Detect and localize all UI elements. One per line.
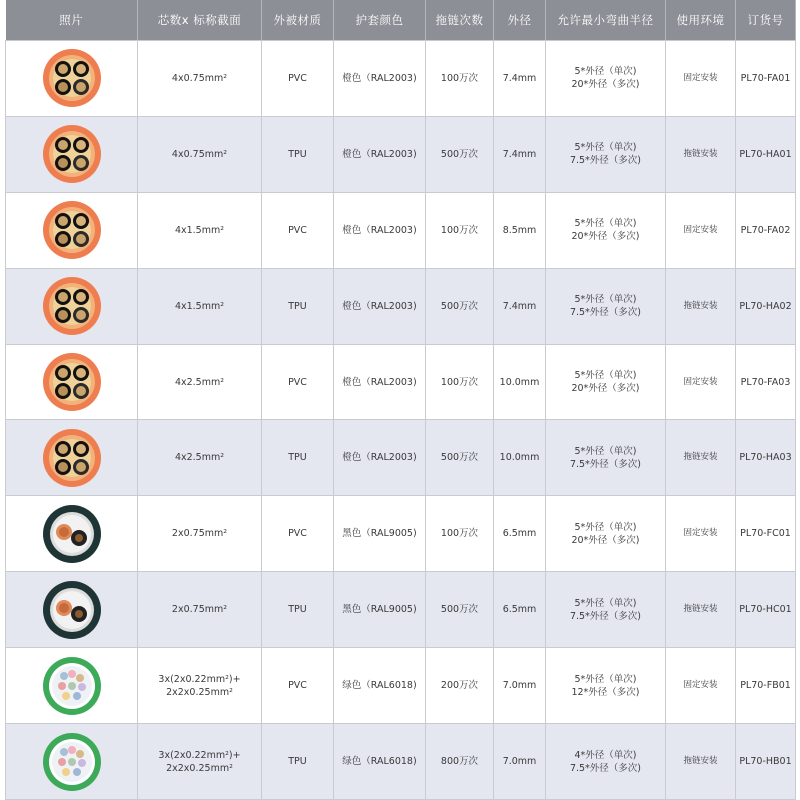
order-number-cell: PL70-FC01 bbox=[736, 496, 796, 572]
cores-cell bbox=[138, 116, 262, 192]
cores-cell bbox=[138, 648, 262, 724]
environment-cell: 固定安装 bbox=[666, 192, 736, 268]
cores-cell bbox=[138, 572, 262, 648]
table-row bbox=[6, 268, 796, 344]
cores-cell bbox=[138, 420, 262, 496]
diameter-cell: 6.5mm bbox=[494, 572, 546, 648]
bend-radius-cell bbox=[546, 420, 666, 496]
photo-cell bbox=[6, 116, 138, 192]
cores-cell bbox=[138, 496, 262, 572]
cores-line: 4x1.5mm² bbox=[174, 224, 225, 236]
bend-line: 7.5*外径（多次) bbox=[569, 458, 642, 470]
orange-cable-4core-icon bbox=[42, 428, 102, 488]
jacket-color-cell: 橙色（RAL2003) bbox=[334, 268, 426, 344]
bend-radius-cell bbox=[546, 268, 666, 344]
cores-cell bbox=[138, 724, 262, 800]
jacket-color-cell: 橙色（RAL2003) bbox=[334, 344, 426, 420]
jacket-color-cell: 橙色（RAL2003) bbox=[334, 192, 426, 268]
header-bend-radius: 允许最小弯曲半径 bbox=[546, 0, 666, 41]
order-number-cell: PL70-FB01 bbox=[736, 648, 796, 724]
jacket-color-cell: 绿色（RAL6018) bbox=[334, 648, 426, 724]
photo-cell bbox=[6, 420, 138, 496]
bend-line: 5*外径（单次) bbox=[574, 521, 637, 533]
jacket-color-cell: 橙色（RAL2003) bbox=[334, 116, 426, 192]
bend-radius-cell bbox=[546, 724, 666, 800]
material-cell: TPU bbox=[262, 420, 334, 496]
table-row bbox=[6, 41, 796, 117]
photo-cell bbox=[6, 344, 138, 420]
diameter-cell: 7.0mm bbox=[494, 724, 546, 800]
diameter-cell: 10.0mm bbox=[494, 344, 546, 420]
table-row bbox=[6, 648, 796, 724]
photo-cell bbox=[6, 724, 138, 800]
order-number-cell: PL70-HC01 bbox=[736, 572, 796, 648]
jacket-color-cell: 绿色（RAL6018) bbox=[334, 724, 426, 800]
cores-line: 4x0.75mm² bbox=[171, 72, 228, 84]
cores-line: 3x(2x0.22mm²)+ bbox=[158, 673, 241, 685]
cores-line: 2x2x0.25mm² bbox=[166, 686, 233, 698]
bend-line: 7.5*外径（多次) bbox=[569, 610, 642, 622]
cycles-cell: 100万次 bbox=[426, 496, 494, 572]
header-cores: 芯数x 标称截面 bbox=[138, 0, 262, 41]
photo-cell bbox=[6, 268, 138, 344]
cores-line: 4x0.75mm² bbox=[171, 148, 228, 160]
bend-line: 5*外径（单次) bbox=[574, 673, 637, 685]
diameter-cell: 8.5mm bbox=[494, 192, 546, 268]
environment-cell: 拖链安装 bbox=[666, 420, 736, 496]
order-number-cell: PL70-HA02 bbox=[736, 268, 796, 344]
jacket-color-cell: 橙色（RAL2003) bbox=[334, 41, 426, 117]
material-cell: TPU bbox=[262, 724, 334, 800]
material-cell: TPU bbox=[262, 116, 334, 192]
orange-cable-4core-icon bbox=[42, 276, 102, 336]
diameter-cell: 10.0mm bbox=[494, 420, 546, 496]
order-number-cell: PL70-HB01 bbox=[736, 724, 796, 800]
photo-cell bbox=[6, 648, 138, 724]
table-row bbox=[6, 724, 796, 800]
bend-radius-cell bbox=[546, 496, 666, 572]
cores-line: 4x1.5mm² bbox=[174, 300, 225, 312]
environment-cell: 拖链安装 bbox=[666, 268, 736, 344]
bend-line: 20*外径（多次) bbox=[571, 79, 640, 91]
diameter-cell: 7.4mm bbox=[494, 41, 546, 117]
cores-line: 2x0.75mm² bbox=[171, 528, 228, 540]
material-cell: TPU bbox=[262, 572, 334, 648]
photo-cell bbox=[6, 496, 138, 572]
cycles-cell: 100万次 bbox=[426, 41, 494, 117]
cores-line: 4x2.5mm² bbox=[174, 452, 225, 464]
jacket-color-cell: 黑色（RAL9005) bbox=[334, 572, 426, 648]
bend-line: 7.5*外径（多次) bbox=[569, 762, 642, 774]
orange-cable-4core-icon bbox=[42, 200, 102, 260]
header-order-number: 订货号 bbox=[736, 0, 796, 41]
bend-radius-cell bbox=[546, 572, 666, 648]
diameter-cell: 7.4mm bbox=[494, 116, 546, 192]
cycles-cell: 100万次 bbox=[426, 192, 494, 268]
photo-cell bbox=[6, 41, 138, 117]
cores-cell bbox=[138, 192, 262, 268]
header-row bbox=[6, 0, 796, 41]
bend-line: 5*外径（单次) bbox=[574, 597, 637, 609]
bend-line: 20*外径（多次) bbox=[571, 231, 640, 243]
cycles-cell: 500万次 bbox=[426, 572, 494, 648]
bend-line: 7.5*外径（多次) bbox=[569, 155, 642, 167]
header-jacket-color: 护套颜色 bbox=[334, 0, 426, 41]
bend-line: 5*外径（单次) bbox=[574, 66, 637, 78]
cycles-cell: 500万次 bbox=[426, 420, 494, 496]
header-material: 外被材质 bbox=[262, 0, 334, 41]
environment-cell: 拖链安装 bbox=[666, 572, 736, 648]
cores-line: 2x2x0.25mm² bbox=[166, 762, 233, 774]
photo-cell bbox=[6, 572, 138, 648]
black-cable-2core-icon bbox=[42, 580, 102, 640]
cycles-cell: 200万次 bbox=[426, 648, 494, 724]
bend-line: 5*外径（单次) bbox=[574, 294, 637, 306]
order-number-cell: PL70-HA01 bbox=[736, 116, 796, 192]
order-number-cell: PL70-FA03 bbox=[736, 344, 796, 420]
diameter-cell: 7.4mm bbox=[494, 268, 546, 344]
environment-cell: 固定安装 bbox=[666, 344, 736, 420]
bend-radius-cell bbox=[546, 648, 666, 724]
header-diameter: 外径 bbox=[494, 0, 546, 41]
material-cell: PVC bbox=[262, 41, 334, 117]
bend-radius-cell bbox=[546, 116, 666, 192]
environment-cell: 拖链安装 bbox=[666, 724, 736, 800]
order-number-cell: PL70-FA01 bbox=[736, 41, 796, 117]
environment-cell: 固定安装 bbox=[666, 648, 736, 724]
cycles-cell: 800万次 bbox=[426, 724, 494, 800]
cores-line: 3x(2x0.22mm²)+ bbox=[158, 749, 241, 761]
material-cell: PVC bbox=[262, 648, 334, 724]
cable-spec-table bbox=[5, 0, 796, 800]
header-flex-cycles: 拖链次数 bbox=[426, 0, 494, 41]
header-environment: 使用环境 bbox=[666, 0, 736, 41]
order-number-cell: PL70-HA03 bbox=[736, 420, 796, 496]
diameter-cell: 7.0mm bbox=[494, 648, 546, 724]
table-row bbox=[6, 192, 796, 268]
environment-cell: 固定安装 bbox=[666, 496, 736, 572]
order-number-cell: PL70-FA02 bbox=[736, 192, 796, 268]
table-row bbox=[6, 572, 796, 648]
cores-line: 2x0.75mm² bbox=[171, 604, 228, 616]
table-row bbox=[6, 496, 796, 572]
orange-cable-4core-icon bbox=[42, 124, 102, 184]
table-row bbox=[6, 344, 796, 420]
material-cell: PVC bbox=[262, 344, 334, 420]
bend-line: 5*外径（单次) bbox=[574, 445, 637, 457]
orange-cable-4core-icon bbox=[42, 352, 102, 412]
bend-radius-cell bbox=[546, 192, 666, 268]
cores-cell bbox=[138, 344, 262, 420]
cores-cell bbox=[138, 268, 262, 344]
bend-line: 12*外径（多次) bbox=[571, 686, 640, 698]
bend-line: 5*外径（单次) bbox=[574, 370, 637, 381]
material-cell: PVC bbox=[262, 496, 334, 572]
cycles-cell: 500万次 bbox=[426, 268, 494, 344]
material-cell: TPU bbox=[262, 268, 334, 344]
header-photo: 照片 bbox=[6, 0, 138, 41]
bend-line: 4*外径（单次) bbox=[574, 749, 637, 761]
black-cable-2core-icon bbox=[42, 504, 102, 564]
jacket-color-cell: 橙色（RAL2003) bbox=[334, 420, 426, 496]
photo-cell bbox=[6, 192, 138, 268]
bend-line: 5*外径（单次) bbox=[574, 142, 637, 154]
bend-radius-cell bbox=[546, 41, 666, 117]
table-row bbox=[6, 116, 796, 192]
bend-line: 5*外径（单次) bbox=[574, 218, 637, 230]
bend-line: 20*外径（多次) bbox=[571, 534, 640, 546]
cycles-cell: 100万次 bbox=[426, 344, 494, 420]
bend-line: 7.5*外径（多次) bbox=[569, 307, 642, 319]
environment-cell: 拖链安装 bbox=[666, 116, 736, 192]
green-cable-multicore-icon bbox=[42, 732, 102, 792]
diameter-cell: 6.5mm bbox=[494, 496, 546, 572]
cycles-cell: 500万次 bbox=[426, 116, 494, 192]
cores-line: 4x2.5mm² bbox=[174, 376, 225, 388]
environment-cell: 固定安装 bbox=[666, 41, 736, 117]
table-row bbox=[6, 420, 796, 496]
orange-cable-4core-icon bbox=[42, 48, 102, 108]
green-cable-multicore-icon bbox=[42, 656, 102, 716]
bend-radius-cell bbox=[546, 344, 666, 420]
material-cell: PVC bbox=[262, 192, 334, 268]
cores-cell bbox=[138, 41, 262, 117]
jacket-color-cell: 黑色（RAL9005) bbox=[334, 496, 426, 572]
bend-line: 20*外径（多次) bbox=[571, 383, 640, 394]
